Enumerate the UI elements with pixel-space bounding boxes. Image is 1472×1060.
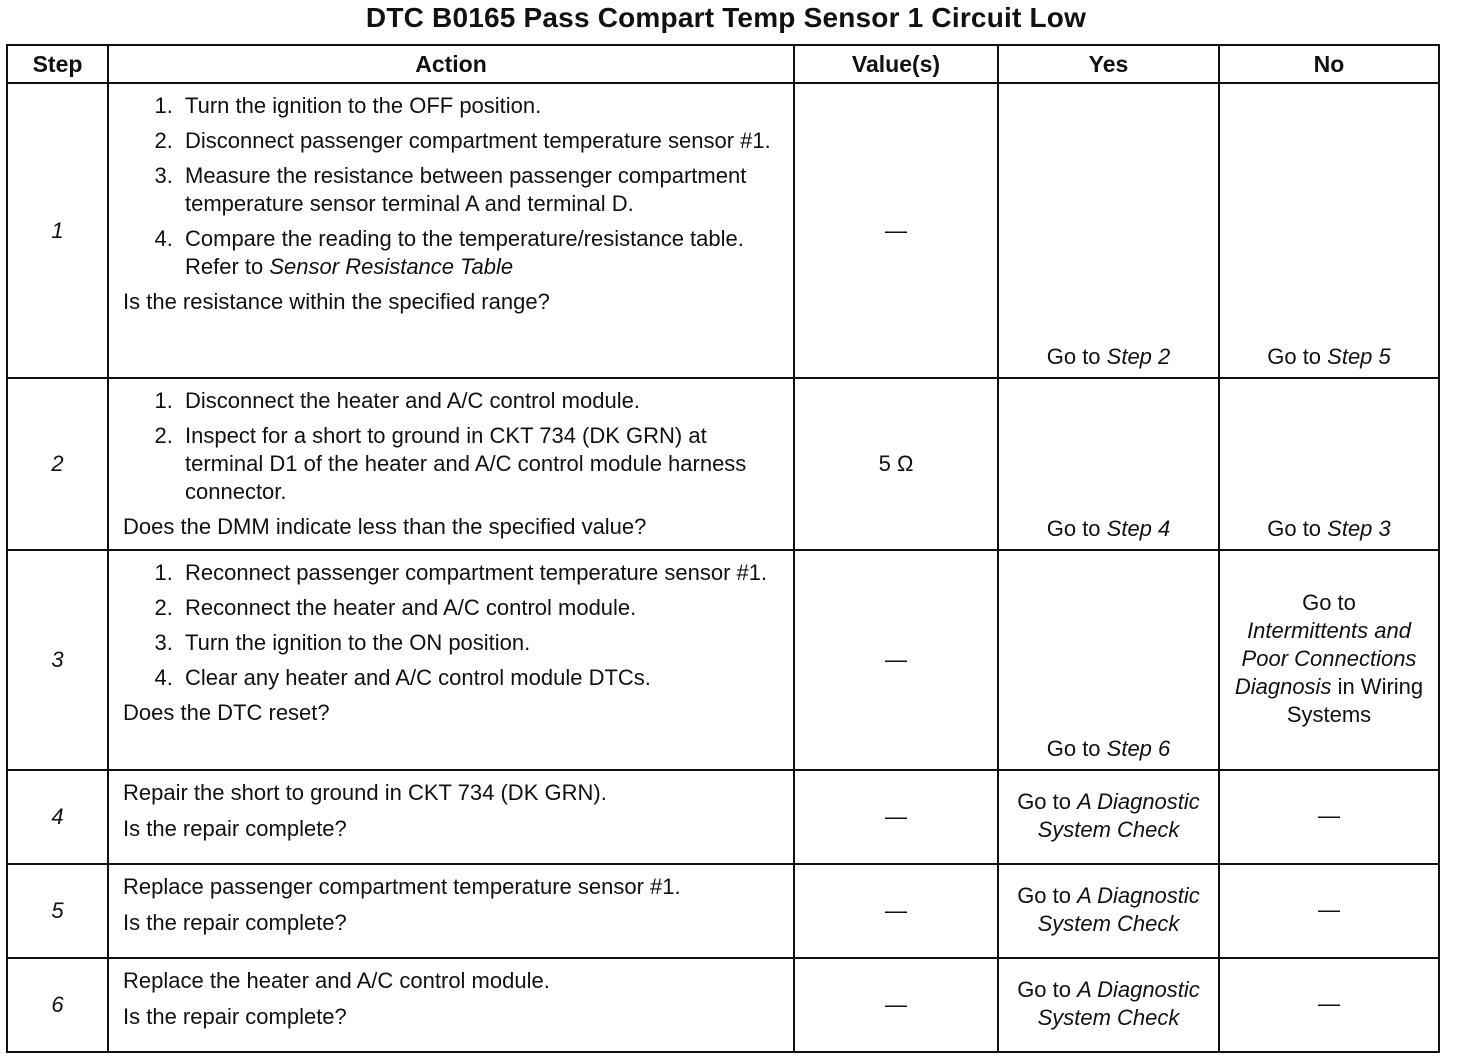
- yes-prefix: Go to: [1017, 977, 1078, 1002]
- action-item: 1. Turn the ignition to the OFF position.: [179, 92, 783, 120]
- no-cell: —: [1219, 958, 1439, 1052]
- step-number: 2: [7, 378, 108, 550]
- yes-cell: [998, 83, 1219, 378]
- action-question: Does the DTC reset?: [123, 700, 330, 725]
- table-row: [7, 378, 1439, 550]
- yes-link[interactable]: A Diagnostic System Check: [1037, 977, 1200, 1030]
- action-item: 3. Measure the resistance between passenger compartment temperature sensor terminal A and terminal D.: [179, 162, 783, 218]
- table-row: [7, 770, 1439, 864]
- yes-cell: [998, 958, 1219, 1052]
- diagnostic-table: [6, 44, 1440, 1053]
- table-row: [7, 864, 1439, 958]
- no-cell: —: [1219, 864, 1439, 958]
- header-step: Step: [7, 45, 108, 83]
- action-item: 2. Reconnect the heater and A/C control module.: [179, 594, 783, 622]
- value-cell: 5 Ω: [794, 378, 998, 550]
- step-number: 4: [7, 770, 108, 864]
- header-yes: Yes: [998, 45, 1219, 83]
- action-item-text: Compare the reading to the temperature/resistance table. Refer to: [185, 226, 744, 279]
- no-prefix: Go to: [1267, 516, 1328, 541]
- action-item: 2. Inspect for a short to ground in CKT 734 (DK GRN) at terminal D1 of the heater and A/C control module harness connector.: [179, 422, 783, 506]
- yes-link[interactable]: Step 4: [1106, 516, 1171, 541]
- action-question: Is the resistance within the specified range?: [123, 289, 550, 314]
- action-item: 3. Turn the ignition to the ON position.: [179, 629, 783, 657]
- no-suffix: in Wiring Systems: [1286, 674, 1424, 727]
- value-cell: —: [794, 770, 998, 864]
- action-list: [123, 559, 783, 692]
- action-cell: [108, 770, 794, 864]
- step-number: 1: [7, 83, 108, 378]
- table-row: [7, 83, 1439, 378]
- no-cell: —: [1219, 770, 1439, 864]
- yes-prefix: Go to: [1046, 516, 1107, 541]
- value-cell: —: [794, 864, 998, 958]
- yes-cell: [998, 864, 1219, 958]
- action-item: 1. Reconnect passenger compartment temperature sensor #1.: [179, 559, 783, 587]
- yes-cell: [998, 378, 1219, 550]
- header-row: [7, 45, 1439, 83]
- action-item: 4. Clear any heater and A/C control module DTCs.: [179, 664, 783, 692]
- yes-link[interactable]: A Diagnostic System Check: [1037, 883, 1200, 936]
- value-cell: —: [794, 958, 998, 1052]
- yes-prefix: Go to: [1017, 789, 1078, 814]
- page-title: DTC B0165 Pass Compart Temp Sensor 1 Circuit Low: [365, 2, 1087, 33]
- no-link[interactable]: Step 5: [1327, 344, 1391, 369]
- yes-link[interactable]: Step 2: [1106, 344, 1171, 369]
- no-cell: [1219, 378, 1439, 550]
- step-number: 6: [7, 958, 108, 1052]
- reference-link[interactable]: Sensor Resistance Table: [269, 254, 514, 279]
- no-link[interactable]: Intermittents and Poor Connections Diagnosis: [1234, 618, 1417, 699]
- action-text: Repair the short to ground in CKT 734 (DK GRN).: [123, 780, 607, 805]
- action-item: [179, 225, 783, 281]
- no-cell: [1219, 83, 1439, 378]
- action-text: Replace the heater and A/C control module.: [123, 968, 550, 993]
- yes-link[interactable]: A Diagnostic System Check: [1037, 789, 1200, 842]
- no-prefix: Go to: [1267, 344, 1328, 369]
- yes-prefix: Go to: [1046, 736, 1107, 761]
- header-action: Action: [108, 45, 794, 83]
- action-question: Is the repair complete?: [123, 816, 347, 841]
- action-cell: [108, 378, 794, 550]
- yes-prefix: Go to: [1046, 344, 1107, 369]
- no-prefix: Go to: [1302, 590, 1356, 615]
- action-cell: [108, 550, 794, 770]
- step-number: 5: [7, 864, 108, 958]
- action-item: 2. Disconnect passenger compartment temperature sensor #1.: [179, 127, 783, 155]
- action-text: Replace passenger compartment temperature sensor #1.: [123, 874, 681, 899]
- action-cell: [108, 958, 794, 1052]
- value-cell: —: [794, 550, 998, 770]
- yes-cell: [998, 550, 1219, 770]
- table-row: [7, 550, 1439, 770]
- action-question: Is the repair complete?: [123, 910, 347, 935]
- table-row: [7, 958, 1439, 1052]
- action-item: 1. Disconnect the heater and A/C control module.: [179, 387, 783, 415]
- action-list: [123, 387, 783, 506]
- yes-link[interactable]: Step 6: [1106, 736, 1171, 761]
- action-list: [123, 92, 783, 281]
- no-link[interactable]: Step 3: [1327, 516, 1391, 541]
- no-cell: [1219, 550, 1439, 770]
- action-cell: [108, 864, 794, 958]
- action-question: Does the DMM indicate less than the specified value?: [123, 514, 647, 539]
- header-values: Value(s): [794, 45, 998, 83]
- yes-cell: [998, 770, 1219, 864]
- action-cell: [108, 83, 794, 378]
- value-cell: —: [794, 83, 998, 378]
- action-question: Is the repair complete?: [123, 1004, 347, 1029]
- header-no: No: [1219, 45, 1439, 83]
- yes-prefix: Go to: [1017, 883, 1078, 908]
- step-number: 3: [7, 550, 108, 770]
